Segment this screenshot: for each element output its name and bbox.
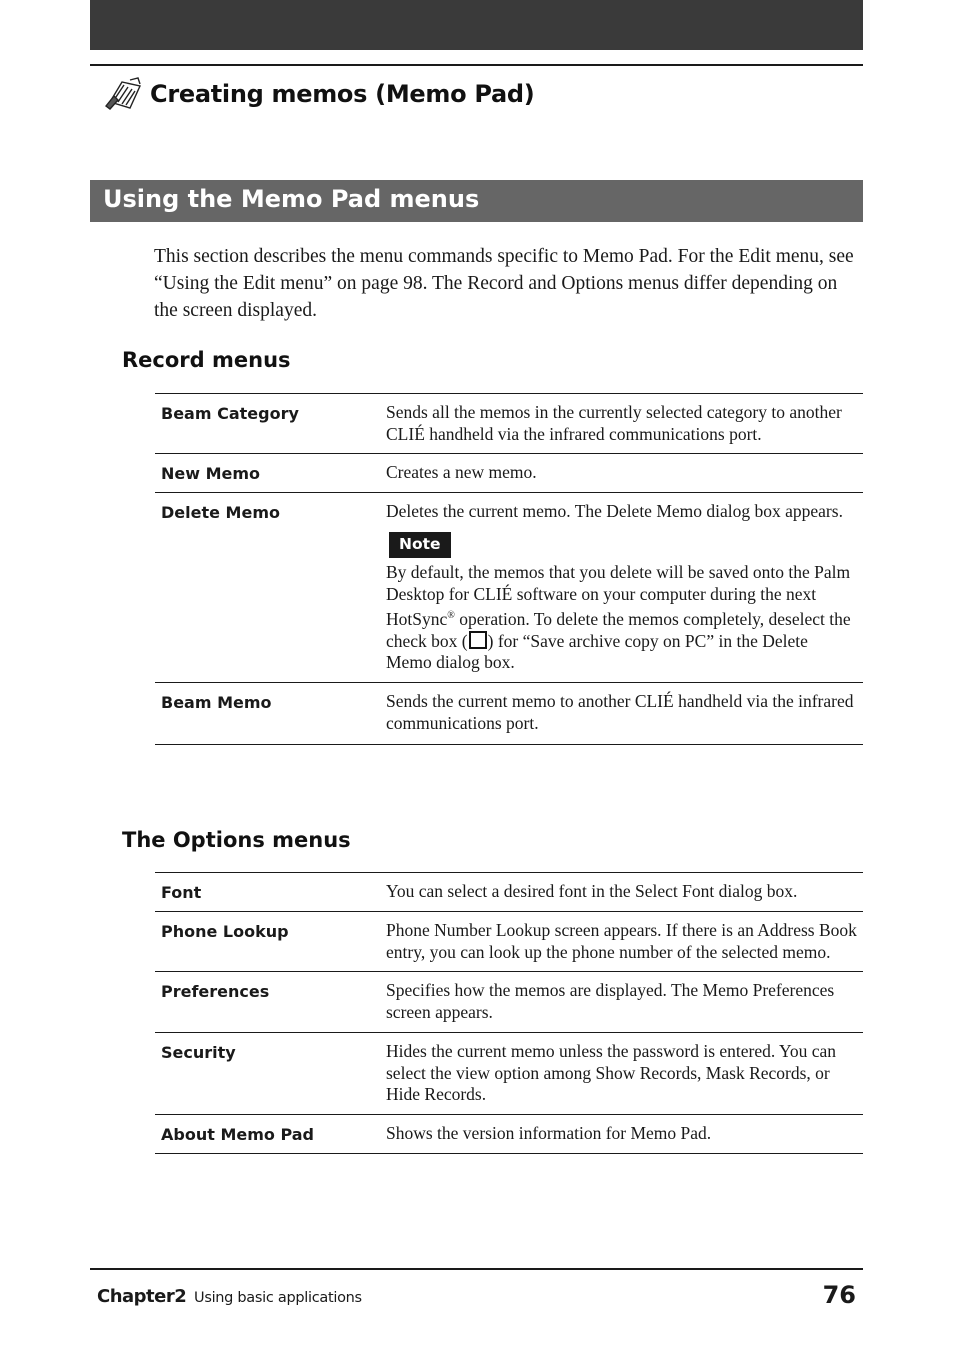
command-name: About Memo Pad [161,1124,314,1144]
command-name: Delete Memo [161,503,280,523]
top-banner [90,0,863,50]
command-description: Phone Number Lookup screen appears. If there is an Address Book entry, you can look up the phone number of the selected memo. [386,920,857,962]
record-menus-heading: Record menus [122,348,291,372]
command-description: You can select a desired font in the Select Font dialog box. [386,881,798,901]
table-row [155,394,863,454]
command-name: Preferences [161,982,270,1002]
command-description: Sends the current memo to another CLIÉ handheld via the infrared communications port. [386,691,854,733]
command-description: Sends all the memos in the currently selected category to another CLIÉ handheld via the infrared communications port. [386,402,842,444]
footer-chapter-title: Using basic applications [194,1290,362,1306]
table-row [155,454,863,493]
note-badge: Note [389,532,451,558]
command-name: Security [161,1042,236,1062]
footer-rule [90,1268,863,1270]
command-name: Phone Lookup [161,922,289,941]
intro-paragraph: This section describes the menu commands specific to Memo Pad. For the Edit menu, see “Using the Edit menu” on page 98. The Record and Options menus differ depending on the screen displayed. [154,246,854,321]
command-name: Font [161,883,202,902]
table-row [155,912,863,972]
command-name: Beam Memo [161,693,272,713]
note-text [386,562,857,674]
section-title: Using the Memo Pad menus [103,185,480,213]
app-header [104,76,534,112]
table-row [155,1115,863,1154]
command-name: New Memo [161,464,261,484]
table-row [155,873,863,912]
memo-pad-icon [104,76,144,112]
command-name: Beam Category [161,404,299,423]
app-title: Creating memos (Memo Pad) [150,80,535,108]
section-bar [90,180,863,222]
command-description: Creates a new memo. [386,462,537,483]
page-number: 76 [822,1281,856,1309]
header-rule [90,64,863,66]
registered-mark: ® [447,610,455,622]
note-text-part: ) for “Save archive copy on PC” in the Delete Memo dialog box. [386,630,808,673]
checkbox-icon [469,631,487,649]
note-text-part: operation. To delete the memos completely, deselect the check box ( [386,609,851,651]
command-description-block [386,501,863,674]
command-description: Shows the version information for Memo Pad. [386,1122,712,1143]
footer-chapter: Chapter2 [97,1286,187,1307]
table-row [155,1033,863,1115]
command-description: Hides the current memo unless the password is entered. You can select the view option among Show Records, Mask Records, or Hide Records. [386,1040,837,1105]
table-row [155,683,863,744]
command-description: Specifies how the memos are displayed. The Memo Preferences screen appears. [386,980,835,1023]
table-row [155,972,863,1032]
note-text-part: By default, the memos that you delete will be saved onto the Palm Desktop for CLIÉ software on your computer during the next HotSync [386,561,851,630]
record-menus-table [155,393,863,745]
options-menus-table [155,872,863,1154]
command-description: Deletes the current memo. The Delete Memo dialog box appears. [386,501,843,522]
options-menus-heading: The Options menus [122,828,351,852]
table-row [155,493,863,683]
